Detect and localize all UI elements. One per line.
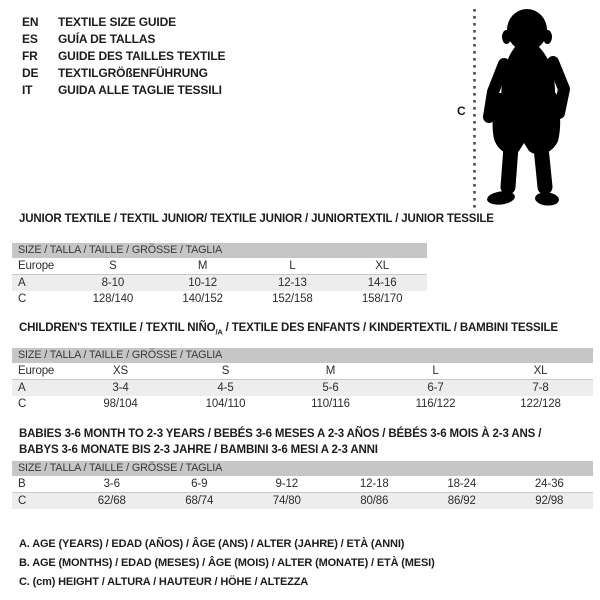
language-title: TEXTILGRÖßENFÜHRUNG bbox=[58, 65, 208, 80]
value-cell: 80/86 bbox=[360, 495, 389, 507]
value-cell: 4-5 bbox=[217, 382, 234, 394]
value-cell: 6-7 bbox=[427, 382, 444, 394]
size-cell: XL bbox=[375, 260, 390, 272]
value-cell: 98/104 bbox=[103, 398, 138, 410]
language-row-de bbox=[22, 64, 225, 81]
table-row-age bbox=[12, 275, 427, 291]
value-cell: 68/74 bbox=[185, 495, 214, 507]
children-size-table bbox=[12, 348, 593, 412]
table-row-age-months bbox=[12, 476, 593, 493]
title-line-2: BABYS 3-6 MONATE BIS 2-3 JAHRE / BAMBINI 3-6 MESI A 2-3 ANNI bbox=[19, 444, 378, 456]
row-label: Europe bbox=[18, 260, 55, 272]
language-row-it bbox=[22, 81, 225, 98]
language-row-es bbox=[22, 30, 225, 47]
value-cell: 3-6 bbox=[103, 478, 120, 490]
language-title: GUIDA ALLE TAGLIE TESSILI bbox=[58, 82, 222, 97]
table-row-height bbox=[12, 291, 427, 307]
value-cell: 7-8 bbox=[532, 382, 549, 394]
table-row-height bbox=[12, 396, 593, 412]
language-title: GUÍA DE TALLAS bbox=[58, 31, 156, 46]
value-cell: 12-13 bbox=[278, 277, 307, 289]
value-cell: 92/98 bbox=[535, 495, 564, 507]
value-cell: 152/158 bbox=[272, 293, 313, 305]
size-cell: S bbox=[221, 365, 230, 377]
row-label: Europe bbox=[18, 365, 55, 377]
language-code: IT bbox=[22, 82, 33, 97]
value-cell: 62/68 bbox=[97, 495, 126, 507]
size-cell: S bbox=[109, 260, 117, 272]
row-label: B bbox=[18, 478, 26, 490]
table-row-age bbox=[12, 380, 593, 396]
value-cell: 10-12 bbox=[188, 277, 217, 289]
title-line-1: BABIES 3-6 MONTH TO 2-3 YEARS / BEBÉS 3-6 MESES A 2-3 AÑOS / BÉBÉS 3-6 MOIS À 2-3 ANS / bbox=[19, 428, 542, 440]
size-cell: XS bbox=[112, 365, 129, 377]
row-label: A bbox=[18, 382, 26, 394]
footnote-c: C. (cm) HEIGHT / ALTURA / HAUTEUR / HÖHE / ALTEZZA bbox=[19, 576, 309, 588]
footnote-legend bbox=[19, 538, 435, 595]
size-cell: M bbox=[197, 260, 208, 272]
toddler-silhouette-icon bbox=[483, 7, 575, 207]
size-cell: M bbox=[325, 365, 336, 377]
row-label: C bbox=[18, 293, 27, 305]
value-cell: 86/92 bbox=[447, 495, 476, 507]
language-list bbox=[22, 13, 225, 98]
children-table-title bbox=[19, 322, 558, 336]
size-cell: L bbox=[289, 260, 296, 272]
value-cell: 8-10 bbox=[101, 277, 125, 289]
row-label: C bbox=[18, 398, 27, 410]
language-code: ES bbox=[22, 31, 38, 46]
row-label: A bbox=[18, 277, 26, 289]
value-cell: 24-36 bbox=[534, 478, 564, 490]
value-cell: 128/140 bbox=[92, 293, 134, 305]
size-cell: L bbox=[432, 365, 439, 377]
size-header-bar: SIZE / TALLA / TAILLE / GRÖSSE / TAGLIA bbox=[12, 348, 593, 363]
size-cell: XL bbox=[533, 365, 548, 377]
value-cell: 110/116 bbox=[311, 398, 350, 410]
footnote-a: A. AGE (YEARS) / EDAD (AÑOS) / ÂGE (ANS) / ALTER (JAHRE) / ETÀ (ANNI) bbox=[19, 538, 405, 550]
title-rest: / TEXTILE DES ENFANTS / KINDERTEXTIL / BAMBINI TESSILE bbox=[222, 322, 558, 334]
value-cell: 12-18 bbox=[359, 478, 389, 490]
height-measure-label: C bbox=[457, 104, 466, 118]
babies-size-table bbox=[12, 461, 593, 509]
title-sub: /A bbox=[215, 327, 223, 337]
size-header-bar: SIZE / TALLA / TAILLE / GRÖSSE / TAGLIA bbox=[12, 461, 593, 476]
value-cell: 18-24 bbox=[447, 478, 477, 490]
junior-size-table bbox=[12, 243, 427, 307]
junior-table-title: JUNIOR TEXTILE / TEXTIL JUNIOR/ TEXTILE JUNIOR / JUNIORTEXTIL / JUNIOR TESSILE bbox=[19, 213, 494, 225]
language-title: GUIDE DES TAILLES TEXTILE bbox=[58, 48, 226, 63]
value-cell: 6-9 bbox=[191, 478, 208, 490]
value-cell: 74/80 bbox=[272, 495, 301, 507]
table-row-height bbox=[12, 493, 593, 509]
language-title: TEXTILE SIZE GUIDE bbox=[58, 14, 176, 29]
language-row-fr bbox=[22, 47, 225, 64]
title-main: CHILDREN'S TEXTILE / TEXTIL NIÑO bbox=[19, 322, 216, 334]
value-cell: 5-6 bbox=[322, 382, 339, 394]
language-code: EN bbox=[22, 14, 39, 29]
size-header-bar: SIZE / TALLA / TAILLE / GRÖSSE / TAGLIA bbox=[12, 243, 427, 258]
value-cell: 140/152 bbox=[182, 293, 223, 305]
footnote-b: B. AGE (MONTHS) / EDAD (MESES) / ÂGE (MOIS) / ALTER (MONATE) / ETÀ (MESI) bbox=[19, 557, 435, 569]
height-dotted-line bbox=[472, 8, 477, 209]
value-cell: 9-12 bbox=[275, 478, 298, 490]
babies-table-title bbox=[19, 426, 541, 458]
value-cell: 104/110 bbox=[205, 398, 246, 410]
value-cell: 14-16 bbox=[367, 277, 397, 289]
value-cell: 3-4 bbox=[112, 382, 129, 394]
table-row-sizes bbox=[12, 363, 593, 380]
language-code: DE bbox=[22, 65, 39, 80]
table-row-sizes bbox=[12, 258, 427, 275]
language-row-en bbox=[22, 13, 225, 30]
value-cell: 116/122 bbox=[415, 398, 456, 410]
row-label: C bbox=[18, 495, 27, 507]
language-code: FR bbox=[22, 48, 38, 63]
value-cell: 122/128 bbox=[520, 398, 561, 410]
value-cell: 158/170 bbox=[361, 293, 403, 305]
